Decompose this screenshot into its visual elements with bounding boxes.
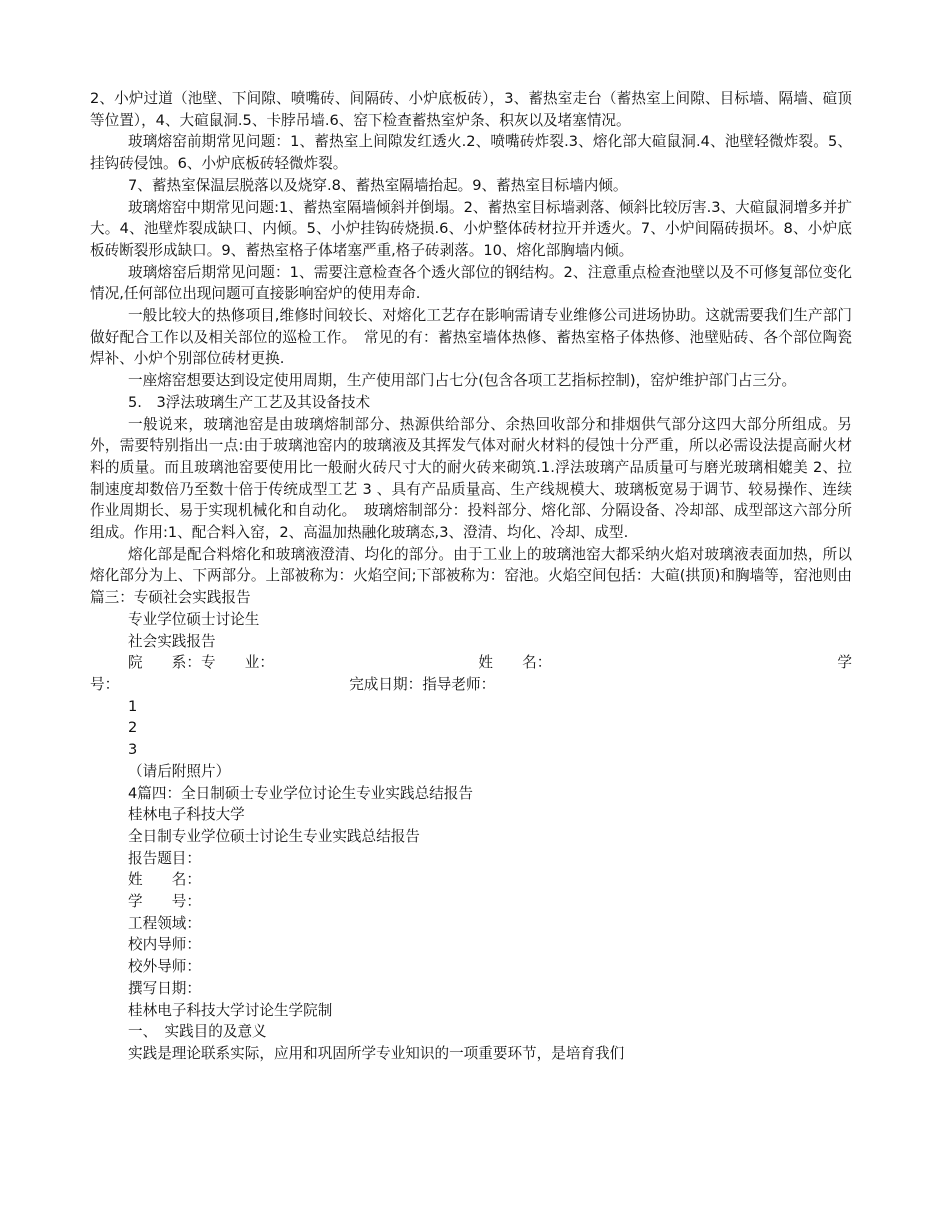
field-major-label: 专 业： xyxy=(200,654,274,672)
field-student-no-label-part2: 号： xyxy=(90,675,120,693)
paragraph-melting-section: 熔化部是配合料熔化和玻璃液澄清、均化的部分。由于工业上的玻璃池窑大都采纳火焰对玻璃液表面加热，所以熔化部分为上、下两部分。上部被称为：火焰空间;下部被称为：窑池。火焰空间包括：大碹(拱顶)和胸墙等，窑池则由篇三：专硕社会实践报告 xyxy=(90,545,852,607)
document-page xyxy=(90,88,852,1065)
paragraph-mid-problems: 玻璃熔窑中期常见问题:1、蓄热室隔墙倾斜并倒塌。2、蓄热室目标墙剥落、倾斜比较厉害.3、大碹鼠洞增多并扩大。4、池壁炸裂成缺口、内倾。5、小炉挂钩砖烧损.6、小炉整体砖材拉开并透火。7、小炉间隔砖损坏。8、小炉底板砖断裂形成缺口。9、蓄热室格子体堵塞严重,格子砖剥落。10、熔化部胸墙内倾。 xyxy=(90,198,852,259)
paragraph-purpose-intro: 实践是理论联系实际，应用和巩固所学专业知识的一项重要环节，是培育我们 xyxy=(128,1044,625,1062)
list-number-2: 2 xyxy=(128,719,138,737)
field-dept-label: 院 系： xyxy=(128,654,201,672)
list-number-3: 3 xyxy=(128,741,138,759)
paragraph-service-life: 一座熔窑想要达到设定使用周期，生产使用部门占七分(包含各项工艺指标控制)，窑炉维护部门占三分。 xyxy=(128,372,797,390)
field-external-advisor: 校外导师： xyxy=(128,958,201,976)
field-name-label: 姓 名： xyxy=(478,654,552,672)
field-student-no-label-part1: 学 xyxy=(837,654,852,672)
report-full-title: 全日制专业学位硕士讨论生专业实践总结报告 xyxy=(128,827,420,845)
field-name: 姓 名： xyxy=(128,871,201,889)
paragraph-early-problems: 玻璃熔窑前期常见问题：1、蓄热室上间隙发红透火.2、喷嘴砖炸裂.3、熔化部大碹鼠洞.4、池壁轻微炸裂。5、挂钩砖侵蚀。6、小炉底板砖轻微炸裂。 xyxy=(90,133,852,173)
paragraph-late-problems: 玻璃熔窑后期常见问题：1、需要注意检查各个透火部位的钢结构。2、注意重点检查池壁以及不可修复部位变化情况,任何部位出现问题可直接影响窑炉的使用寿命. xyxy=(90,263,852,303)
form-row-student-no-date-advisor xyxy=(90,674,852,696)
field-writing-date: 撰写日期： xyxy=(128,979,201,997)
university-name: 桂林电子科技大学 xyxy=(128,806,245,824)
graduate-school-credit: 桂林电子科技大学讨论生学院制 xyxy=(128,1001,333,1019)
chapter-heading-part4: 4篇四：全日制硕士专业学位讨论生专业实践总结报告 xyxy=(128,784,473,802)
field-engineering-domain: 工程领域： xyxy=(128,914,201,932)
paragraph-early-problems-cont: 7、蓄热室保温层脱落以及烧穿.8、蓄热室隔墙抬起。9、蓄热室目标墙内倾。 xyxy=(128,176,628,194)
field-advisor-label: 指导老师： xyxy=(422,675,496,693)
form-row-dept-major-name xyxy=(90,652,852,674)
field-report-topic: 报告题目： xyxy=(128,849,201,867)
paragraph-hot-repair: 一般比较大的热修项目,维修时间较长、对熔化工艺存在影响需请专业维修公司进场协助。这就需要我们生产部门做好配合工作以及相关部位的巡检工作。 常见的有：蓄热室墙体热修、蓄热室格子体热修、池壁贴砖、各个部位陶瓷焊补、小炉个别部位砖材更换. xyxy=(90,307,852,368)
paragraph-furnace-overview: 一般说来，玻璃池窑是由玻璃熔制部分、热源供给部分、余热回收部分和排烟供气部分这四大部分所组成。另外，需要特别指出一点:由于玻璃池窑内的玻璃液及其挥发气体对耐火材料的侵蚀十分严重，所以必需设法提高耐火材料的质量。而且玻璃池窑要使用比一般耐火砖尺寸大的耐火砖来砌筑.1.浮法玻璃产品质量可与磨光玻璃相媲美 2、拉制速度却数倍乃至数十倍于传统成型工艺 3 、具有产品质量高、生产线规模大、玻璃板宽易于调节、较易操作、连续作业周期长、易于实现机械化和自动化。 玻璃熔制部分：投料部分、熔化部、分隔设备、冷却部、成型部这六部分所组成。作用:1、配合料入窑，2、高温加热融化玻璃态,3、澄清、均化、冷却、成型. xyxy=(90,415,852,542)
field-internal-advisor: 校内导师： xyxy=(128,936,201,954)
paragraph-inspection-items: 2、小炉过道（池壁、下间隙、喷嘴砖、间隔砖、小炉底板砖），3、蓄热室走台（蓄热室上间隙、目标墙、隔墙、碹顶等位置），4、大碹鼠洞.5、卡脖吊墙.6、窑下检查蓄热室炉条、积灰以及堵塞情况。 xyxy=(90,90,852,129)
photo-note: （请后附照片） xyxy=(128,762,231,780)
list-number-1: 1 xyxy=(128,697,138,715)
field-completion-date-label: 完成日期： xyxy=(349,675,423,693)
field-student-number: 学 号： xyxy=(128,893,201,911)
section-heading-float-glass: 5. 3浮法玻璃生产工艺及其设备技术 xyxy=(128,393,371,411)
report-title: 社会实践报告 xyxy=(128,632,216,650)
section-heading-purpose: 一、 实践目的及意义 xyxy=(128,1023,267,1041)
report-subtitle: 专业学位硕士讨论生 xyxy=(128,610,260,628)
